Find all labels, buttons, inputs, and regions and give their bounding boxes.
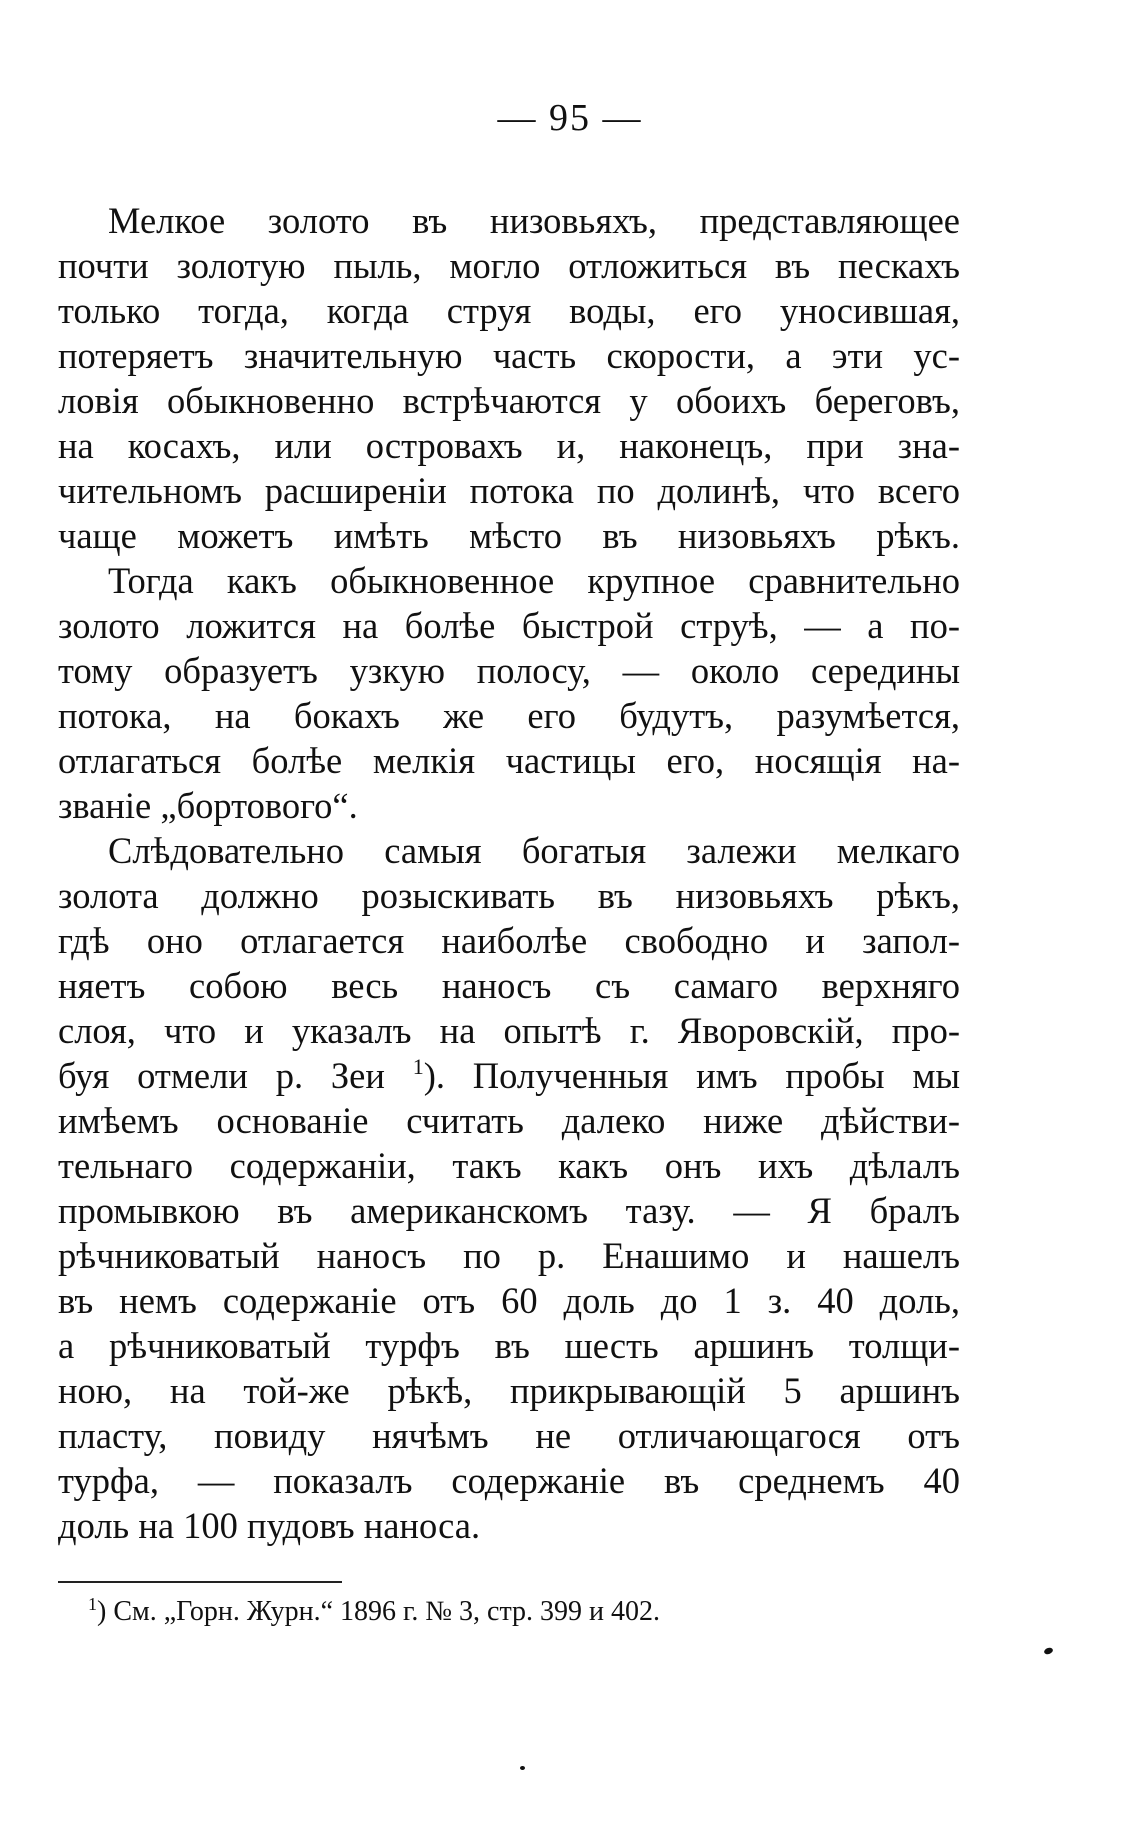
text-line: тому образуетъ узкую полосу, — около середины xyxy=(58,650,960,691)
text-line: званіе „бортового“. xyxy=(58,785,358,826)
text-line: турфа, — показалъ содержаніе въ среднемъ 40 xyxy=(58,1460,960,1501)
page-number: — 95 — xyxy=(497,97,643,139)
footnote-mark: 1 xyxy=(88,1594,97,1614)
text-line: имѣемъ основаніе считать далеко ниже дѣйстви- xyxy=(58,1100,960,1141)
text-line: Слѣдовательно самыя богатыя залежи мелкаго xyxy=(108,830,960,871)
scan-speck xyxy=(520,1766,525,1770)
text-line: доль на 100 пудовъ наноса. xyxy=(58,1505,481,1546)
text-line: чительномъ расширеніи потока по долинѣ, что всего xyxy=(58,470,960,511)
footnote-divider xyxy=(58,1581,342,1583)
text-line: золота должно розыскивать въ низовьяхъ рѣкъ, xyxy=(58,875,960,916)
text-line: потока, на бокахъ же его будутъ, разумѣется, xyxy=(58,695,960,736)
text-line: ною, на той-же рѣкѣ, прикрывающій 5 аршинъ xyxy=(58,1370,960,1411)
text-line: рѣчниковатый наносъ по р. Енашимо и нашелъ xyxy=(58,1235,960,1276)
text-line: почти золотую пыль, могло отложиться въ пескахъ xyxy=(58,245,960,286)
text-line: а рѣчниковатый турфъ въ шесть аршинъ толщи- xyxy=(58,1325,960,1366)
body-text xyxy=(58,198,960,1548)
footnote-reference[interactable]: 1 xyxy=(412,1054,424,1079)
text-line: гдѣ оно отлагается наиболѣе свободно и запол- xyxy=(58,920,960,961)
text-line: ловія обыкновенно встрѣчаются у обоихъ береговъ, xyxy=(58,380,960,421)
text-line: Мелкое золото въ низовьяхъ, представляющее xyxy=(108,200,960,241)
text-line: потеряетъ значительную часть скорости, а эти ус- xyxy=(58,335,960,376)
footnote-text: ) См. „Горн. Журн.“ 1896 г. № 3, стр. 399 и 402. xyxy=(97,1596,661,1627)
text-line: промывкою въ американскомъ тазу. — Я бралъ xyxy=(58,1190,960,1231)
text-line-with-footnote-ref xyxy=(58,1053,960,1098)
text-line: только тогда, когда струя воды, его уносившая, xyxy=(58,290,960,331)
text-line: няетъ собою весь наносъ съ самаго верхняго xyxy=(58,965,960,1006)
text-line: на косахъ, или островахъ и, наконецъ, при зна- xyxy=(58,425,960,466)
text-segment: ). Полученныя имъ пробы мы xyxy=(423,1055,960,1096)
text-line: Тогда какъ обыкновенное крупное сравнительно xyxy=(108,560,960,601)
text-line: тельнаго содержаніи, такъ какъ онъ ихъ дѣлалъ xyxy=(58,1145,960,1186)
text-line: пласту, повиду нячѣмъ не отличающагося отъ xyxy=(58,1415,960,1456)
text-line: золото ложится на болѣе быстрой струѣ, — а по- xyxy=(58,605,960,646)
text-line: чаще можетъ имѣть мѣсто въ низовьяхъ рѣкъ. xyxy=(58,515,960,556)
text-segment: буя отмели р. Зеи xyxy=(58,1055,385,1096)
scan-speck xyxy=(1043,1647,1054,1656)
text-line: въ немъ содержаніе отъ 60 доль до 1 з. 40 доль, xyxy=(58,1280,960,1321)
text-line: отлагаться болѣе мелкія частицы его, носящія на- xyxy=(58,740,960,781)
text-line: слоя, что и указалъ на опытѣ г. Яворовскій, про- xyxy=(58,1010,960,1051)
footnote xyxy=(88,1592,948,1634)
